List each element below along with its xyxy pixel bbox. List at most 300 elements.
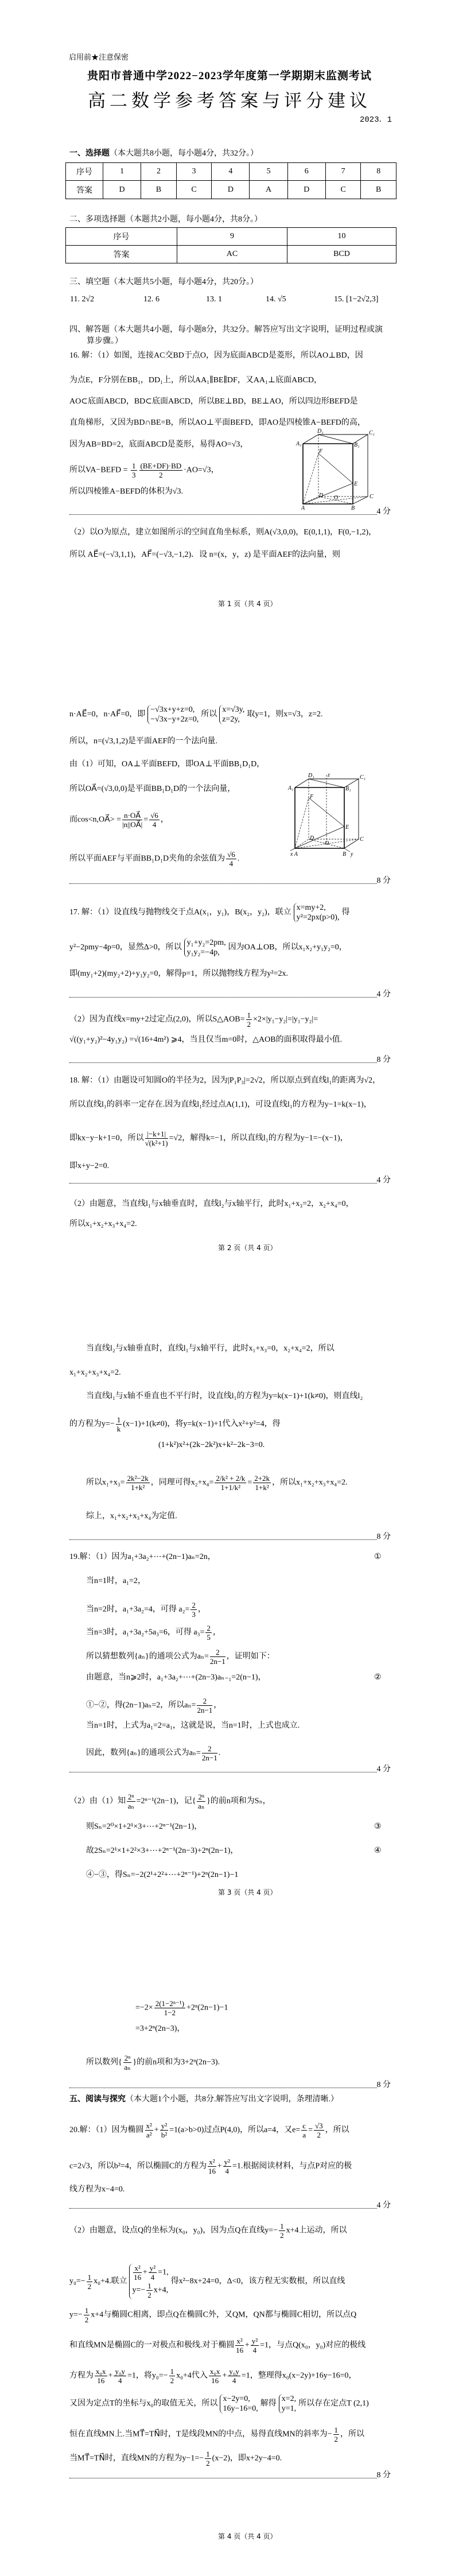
section-2-title: 二、多项选择题 [69,215,126,224]
math-text: 当直线l₁与x轴不垂直也不平行时，设直线l₁的方程为y=k(x−1)+1(k≠0)，则直线l₂ [86,1392,363,1400]
math-text: x² [236,2337,243,2345]
fraction [169,2367,176,2385]
table-row-answers [66,246,396,263]
section-1-heading [69,149,258,159]
fraction-denominator [95,2376,107,2385]
math-text: = [308,2125,313,2135]
fraction-denominator [197,1706,212,1714]
solution-line [69,736,217,747]
math-text: + [142,2268,147,2277]
solution-line [69,461,219,479]
page-footer: 第 4 页（共 4 页） [218,2532,277,2540]
table-row-answers [66,181,396,199]
fraction-numerator [223,2158,231,2167]
fraction [154,1999,185,2017]
math-text: y²−2pmy−4p=0，显然Δ>0，所以 [69,943,182,952]
fraction-denominator [84,2315,90,2324]
equation-row [187,948,226,957]
math-text: =1，与点Q(x₀，y₀)对应的极线 [260,2341,366,2350]
math-text: 线方程为x−4=0. [69,2185,125,2194]
math-text: =1.根据阅读材料，与点P对应的极 [232,2162,352,2171]
figure-label: C [370,494,374,500]
math-text: |−k+1| [147,1130,166,1138]
math-text: 2(1−2ⁿ⁻¹) [155,1999,185,2008]
solution-line [86,1391,363,1402]
math-text: 2 [192,1601,196,1609]
table-cell: 2 [141,163,177,181]
score-label: 4 分 [376,990,391,999]
section-3-title: 三、填空题 [69,278,110,286]
fraction-denominator [87,2282,93,2291]
section-4-heading [69,325,383,335]
math-text: 2 [203,1697,207,1705]
math-text: + [222,2371,227,2380]
math-text: y₁y₂=−4p, [186,948,220,957]
math-text: ×2×|y₁−y₂|=|y₁−y₂|= [253,1015,318,1024]
math-text: 16 [208,2167,216,2175]
math-text: + [154,2125,159,2135]
solution-line [69,2264,345,2299]
math-text: 3 [192,1610,196,1619]
fraction [133,2264,141,2282]
math-text: 1 [116,1415,121,1424]
math-text: 19.解：（1）因为a₁+3a₂+⋯+(2n−1)aₙ=2n， [69,1553,216,1561]
math-text: = [247,1478,252,1487]
fraction-numerator [251,2337,259,2346]
solution-line [69,2158,352,2175]
math-text: ①−②，得(2n−1)aₙ=2，所以aₙ= [86,1701,196,1710]
solution-line [86,2054,220,2071]
choice-answer-table [65,162,396,199]
math-text: 所以四棱锥A−BEFD的体积为√3. [69,487,183,496]
fraction [246,1011,252,1029]
math-text: 2n−1 [201,1753,217,1762]
fraction-denominator [146,2291,153,2299]
figure-label: B₁ [345,786,351,792]
math-text: 所以OA⃗=(√3,0,0)是平面BB₁D₁D的一个法向量， [69,785,236,793]
math-text: （2）由（1）知 [69,1797,126,1806]
score-label: 8 分 [376,2081,391,2089]
math-text: 2/k² + 2/k [216,1474,246,1483]
fill-answer: 14. √5 [266,295,286,304]
math-text: 2 [208,1744,212,1753]
math-text: 16 [236,2346,244,2354]
math-text: 4 [252,2346,257,2354]
fraction-denominator [149,820,160,829]
math-text: + [244,2341,250,2350]
fraction-numerator [87,2273,93,2282]
math-text: ，所以 [325,2125,349,2135]
math-text: ·AO=√3， [184,465,219,475]
solution-line [86,1744,220,1762]
math-text: 2 [84,2315,89,2324]
math-text: 和直线MN是椭圆C的一对极点和极线.对于椭圆 [69,2341,235,2350]
equation-system [147,705,199,724]
solution-line [69,1219,137,1229]
fraction [131,461,137,479]
figure-label: A₁ [296,441,302,447]
math-text: ，所以x₁+x₂+x₃+x₄=2. [272,1478,348,1487]
fraction-numerator [205,2450,211,2459]
dotted-leader [69,1062,377,1063]
math-text: =2ⁿ⁻¹(2n−1)，记{ [136,1797,196,1806]
fraction-numerator [228,2367,240,2376]
math-text: 所以平面AEF与平面BB₁D₁D夹角的余弦值为 [69,854,225,863]
solution-line [69,938,347,957]
math-text: 5 [207,1633,211,1642]
math-text: 1 [206,2450,210,2458]
math-text: (x−2)，即x+2y−4=0. [212,2454,282,2463]
math-text: 4 [229,859,234,868]
fraction-denominator [210,1657,225,1666]
fraction-numerator [215,1474,246,1483]
math-text: 1+k² [131,1483,145,1492]
fraction-numerator [149,2264,157,2273]
solution-line [69,1011,318,1029]
table-cell: B [361,181,396,199]
fraction-numerator [146,2282,153,2291]
fraction [210,1648,225,1666]
math-text: c=2√3，所以b²=4，所以椭圆C的方程为 [69,2162,207,2171]
table-cell: 8 [361,163,396,181]
score-label: 8 分 [376,1533,391,1541]
solution-line [86,1601,206,1619]
math-text: }的前n项和为Sₙ， [207,1797,271,1806]
math-text: 1 [147,2282,151,2290]
fraction-denominator [228,2376,240,2385]
figure-label: D [310,835,314,841]
math-text: 20.解：（1）因为椭圆 [69,2125,144,2135]
score-marker [69,1176,391,1185]
math-text: 所以 [201,710,217,719]
section-2-heading [69,215,262,225]
math-text: 17. 解：（1）设直线与抛物线交于点A(x₁，y₁)，B(x₂，y₂)，联立 [69,908,291,917]
math-text: =1，将y₀=− [127,2371,168,2380]
math-text: x=2, [281,2395,297,2403]
multi-choice-table [65,227,396,263]
math-text: k [116,1425,121,1433]
math-text: 2 [147,2291,151,2299]
fraction [223,2158,231,2175]
fraction-numerator [210,1648,225,1657]
math-text: A−BEFD [90,465,122,475]
math-text: −√3x+y+z=0, [150,705,195,714]
equation-row [223,2394,258,2404]
math-text: 1+1/k² [220,1483,240,1492]
equation-row [187,938,226,948]
table-cell: 9 [177,228,287,246]
figure-label: B [351,505,355,511]
math-text: 方程为 [69,2371,94,2380]
equation-row [150,705,199,715]
fraction-denominator [246,1020,252,1029]
section-4-note-cont: 算步骤。） [87,337,123,346]
solution-line [69,2450,282,2468]
fraction [190,1601,197,1619]
math-text: aₙ [124,2063,131,2071]
math-text: （2）由题意，当直线l₁与x轴垂直时，直线l₂与x轴平行，此时x₁+x₃=2，x₂+x₄=0， [69,1200,354,1208]
fraction-numerator [202,1744,217,1753]
math-text: (x−1)+1(k≠0)，将y=k(x−1)+1代入x²+y²=4，得 [123,1419,281,1429]
dotted-leader [69,2208,377,2209]
math-text: 2 [159,471,163,479]
fraction-numerator [190,1601,197,1610]
equation-row [223,2404,258,2414]
fraction-denominator [131,471,137,479]
fraction-numerator [301,2121,307,2131]
math-text: 取y=1，则x=√3，z=2. [247,710,323,719]
prism-figure-1 [287,425,379,511]
math-text: 1−2 [164,2008,176,2017]
equation-system [279,2394,296,2414]
equation-row [132,2264,168,2282]
solution-line [69,903,349,922]
solution-line [69,375,322,386]
fraction-numerator [253,1474,271,1483]
section-4-title: 四、解答题 [69,325,110,334]
equation-marker: ① [374,1553,382,1561]
figure-label: O [334,495,339,501]
math-text: 解得 [260,2399,277,2408]
solution-line [86,1822,202,1832]
math-text: y²=2px(p>0), [296,913,340,922]
figure-label: z [328,772,330,778]
fraction-denominator [149,2273,157,2282]
fraction-numerator [314,2121,324,2131]
fraction-numerator [116,1415,122,1425]
page-footer: 第 2 页（共 4 页） [218,1244,277,1252]
math-text: 而cos<n,OA⃗> = [69,815,122,824]
math-text: 2ⁿ [128,1793,134,1801]
math-text: (BE+DF)·BD [140,461,182,470]
math-text: z=2y, [222,715,240,724]
math-text: （2）由题意，设点Q的坐标为(x₀，y₀)，因为点Q在直线y=− [69,2226,278,2235]
fraction [149,811,160,829]
fraction-numerator [95,2367,107,2376]
score-label: 4 分 [376,507,391,516]
math-text: 2k²−2k [127,1474,149,1483]
math-text: 2n−1 [197,1706,213,1714]
math-text: 2 [207,1624,211,1632]
solution-line [69,1130,348,1147]
fraction-numerator [114,2367,126,2376]
figure-label: C [360,836,364,843]
fraction [301,2121,307,2139]
fraction-numerator [279,2222,285,2231]
fraction [235,2337,243,2354]
table-cell: 1 [103,163,141,181]
equation-system [294,903,340,922]
solution-line [158,1440,265,1450]
math-text: 得x²−8x+24=0，Δ<0，该方程无实数根，所以直线 [170,2277,345,2286]
score-label: 8 分 [376,876,391,885]
fraction-numerator [84,2306,90,2315]
score-marker [69,1533,391,1542]
figure-label: y [351,851,353,858]
math-text: 16 [97,2376,105,2385]
math-text: +2ⁿ(2n−1)−1 [186,2003,228,2012]
math-text: 2ⁿ [198,1793,205,1801]
math-text: 4 [118,2376,122,2385]
fraction-denominator [139,471,183,479]
date: 2023．1 [359,115,392,125]
solution-line [69,440,248,450]
document-title: 高二数学参考答案与评分建议 [88,91,371,111]
dotted-leader [69,1183,377,1184]
equation-row [132,2282,168,2299]
fraction [149,2264,157,2282]
dotted-leader [69,514,377,515]
section-2-note: （本题共2小题，每小题4分，共8分。） [126,215,262,224]
table-cell: 7 [325,163,361,181]
equation-row [297,913,340,922]
math-text: x−2y=0, [223,2395,250,2403]
math-text: 为点E，F分别在BB₁，DD₁上，所以AA₁∥BE∥DF，又AA₁⊥底面ABCD， [69,376,322,385]
math-text: 2 [87,2282,92,2291]
figure-label: B [343,851,347,858]
math-text: 所以，n=(√3,1,2)是平面AEF的一个法向量. [69,737,217,746]
table-cell: A [250,181,287,199]
fraction [226,850,236,868]
table-cell: BCD [287,246,396,263]
math-text: 2 [317,2131,321,2139]
fraction [127,1793,135,1810]
math-text: √3 [314,2121,323,2130]
fraction [202,1744,217,1762]
figure-label: D₁ [308,773,314,779]
math-text: 1 [87,2272,92,2282]
fraction [197,1793,205,1810]
fraction-denominator [301,2131,307,2139]
fraction-denominator [145,1139,168,1147]
fraction-denominator [160,2131,168,2139]
solution-line [86,1624,221,1642]
fraction-numerator [333,2426,340,2435]
solution-line [86,1511,177,1522]
math-text: 所以直线l₁的斜率一定存在.因为直线l₁经过点A(1,1)，可设直线l₁的方程为y−1=k(x−1)， [69,1100,372,1109]
fraction-numerator [197,1697,212,1706]
solution-line [69,1552,216,1562]
math-text: 当n=1时，上式为a₁=2=a₁，这就是说，当n=1时，上式也成立. [86,1721,300,1730]
equation-row [282,2404,296,2414]
fraction [123,2054,132,2071]
confidential-notice: 启用前★注意保密 [69,53,129,61]
math-text: ，所以 [340,2430,365,2439]
fraction-denominator [205,2459,211,2468]
figure-label: O [325,840,329,847]
math-text: −√3x−y+2z=0, [150,715,199,724]
math-text: 16. 解：（1）如图，连接AC交BD于点O，因为底面ABCD是菱形，所以AO⊥BD，因 [69,351,363,360]
math-text: + [217,2162,222,2171]
fraction-denominator [169,2376,176,2385]
fraction-numerator [122,811,142,820]
math-text: 恒在直线MN上.当MT⃗=TN⃗时，T是线段MN的中点，易得直线MN的斜率为− [69,2430,332,2439]
fill-answer: 15. [1−2√2,3] [334,295,379,304]
solution-line [86,1870,238,1880]
math-text: 则Sₙ=2⁰×1+2¹×3+⋯+2ⁿ⁻¹(2n−1)， [86,1822,203,1831]
prism-figure-2 [281,769,373,858]
table-cell: D [103,181,141,199]
fraction-numerator [169,2367,176,2376]
solution-line [69,850,239,868]
fraction-denominator [145,2131,153,2139]
fraction-denominator [333,2435,340,2443]
table-cell: D [212,181,250,199]
math-text: x² [209,2158,215,2166]
table-cell: C [325,181,361,199]
math-text: 所以x₁+x₃= [86,1478,125,1487]
fraction-numerator [123,2054,132,2063]
fraction [114,2367,126,2385]
fraction-denominator [205,1633,212,1642]
math-text: 2 [247,1020,251,1029]
fraction-numerator [226,850,236,859]
equation-row [282,2394,296,2404]
fraction [197,1697,212,1714]
equation-row [222,715,244,724]
math-text: (1+k²)x²+(2k−2k²)x+k²−2k−3=0. [158,1441,265,1449]
fraction-numerator [235,2337,243,2346]
solution-line [69,1793,271,1810]
math-text: 因此，数列{aₙ}的通项公式为aₙ= [86,1748,201,1758]
fraction-denominator [209,2376,221,2385]
equation-row [150,715,199,724]
page-footer: 第 1 页（共 4 页） [218,600,277,608]
table-cell: 3 [176,163,212,181]
solution-line [69,2121,349,2139]
equation-system [219,705,244,724]
figure-label: D [319,492,324,499]
fraction [215,1474,246,1492]
math-text: √6 [227,850,235,859]
math-text: 2n−1 [209,1657,225,1666]
solution-line [69,1100,372,1110]
fraction-numerator [126,1474,150,1483]
fraction [160,2121,168,2139]
math-text: x₀+4.联立 [94,2277,127,2286]
math-text: x₀x [96,2367,106,2376]
solution-line [69,487,183,497]
math-text: 2 [206,2459,210,2468]
table-cell: C [176,181,212,199]
fraction-denominator [235,2346,243,2354]
fill-answer: 13. 1 [206,295,222,304]
math-text: =√2，解得k=−1，所以直线l₁的方程为y−1=−(x−1)， [169,1134,348,1143]
equation-system [220,2394,258,2414]
math-text: x+4与椭圆C相离，即点Q在椭圆C外，又QM，QN都与椭圆C相切，所以点Q [91,2310,357,2319]
equation-system [184,938,226,957]
math-text: =1(a>b>0)过点P(4,0)，所以a=4，又e= [169,2125,301,2135]
math-text: =1，整理得x₀(x−2y)+16y−16=0， [241,2371,357,2380]
fraction-denominator [122,820,142,829]
section-3-heading [69,277,258,288]
score-marker [69,2081,391,2090]
solution-line [86,1576,146,1586]
math-text: a² [146,2131,152,2139]
math-text: 2 [216,1648,220,1656]
fill-answer: 12. 6 [143,295,160,304]
fraction [87,2273,93,2291]
equation-marker: ② [374,1673,382,1682]
fraction [209,2367,221,2385]
fraction [122,811,142,829]
fraction [139,461,183,479]
table-cell: 5 [250,163,287,181]
equation-system [129,2264,168,2299]
math-text: 4 [225,2167,229,2175]
math-text: . [218,1748,221,1758]
math-text: aₙ [198,1802,205,1810]
